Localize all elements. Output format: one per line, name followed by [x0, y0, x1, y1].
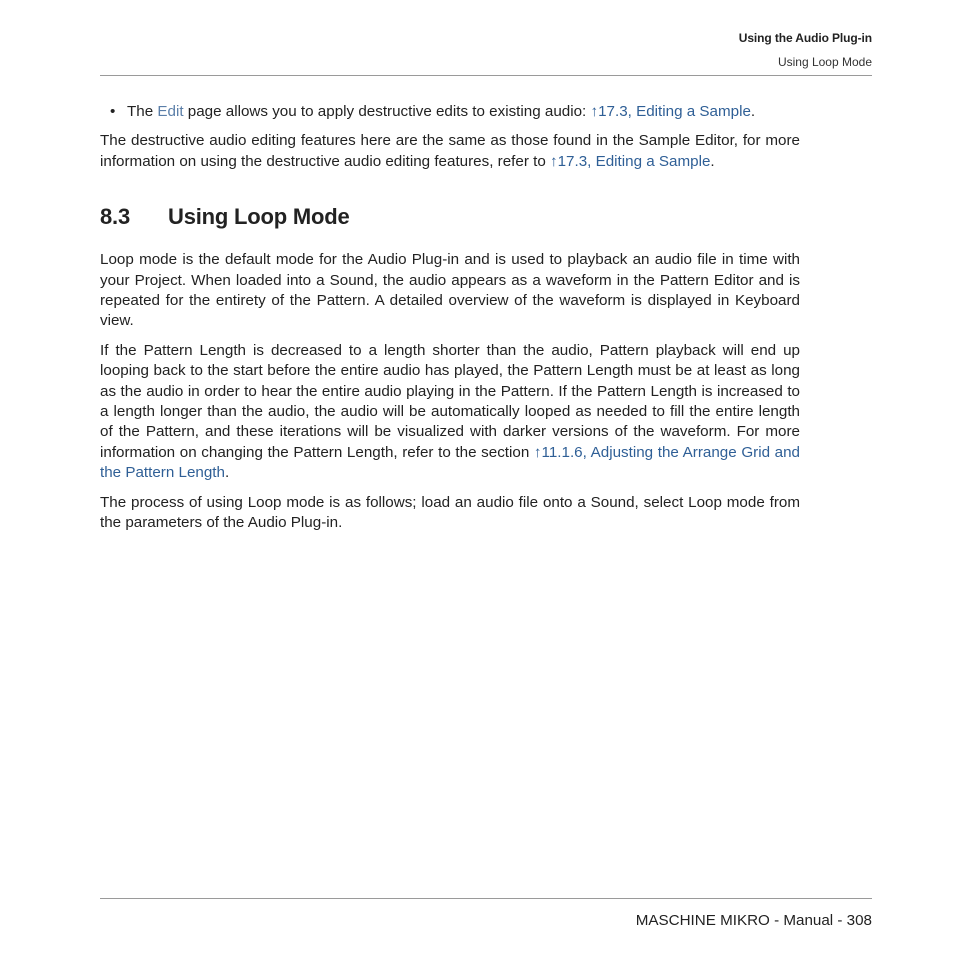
body-paragraph-2: [100, 341, 800, 484]
xref-link-editing-sample[interactable]: ↑17.3, Editing a Sample: [590, 103, 751, 120]
bullet-text-continued: page allows you to apply destructive edits to existing audio:: [183, 103, 591, 120]
footer-page-label: MASCHINE MIKRO - Manual - 308: [635, 912, 872, 929]
page-header: [100, 30, 872, 76]
page-footer: [100, 898, 872, 929]
header-section-title: Using Loop Mode: [777, 55, 872, 69]
intro-paragraph: [100, 131, 800, 172]
bullet-text: The: [127, 103, 158, 120]
section-number: 8.3: [100, 204, 130, 230]
bullet-item: [100, 102, 800, 122]
bullet-text-end: .: [750, 103, 756, 120]
bullet-marker: •: [110, 103, 116, 120]
paragraph-2-text: If the Pattern Length is decreased to a length shorter than the audio, Pattern playback will end up looping back to the start before the entire audio has played, the Pattern Length must be at least as long as the audio in order to hear the entire audio playing in the Pattern. If the Pattern Length is increased to a length longer than the audio, the audio will be automatically looped as needed to fill the entire length of the Pattern, and these iterations will be visualized with darker versions of the waveform. For more information on changing the Pattern Length, refer to the section: [100, 341, 800, 461]
intro-text-end: .: [710, 152, 715, 170]
xref-link-arrange-grid[interactable]: ↑11.1.6, Adjusting the Arrange Grid and the Pattern Length: [100, 443, 800, 482]
paragraph-2-end: .: [224, 464, 230, 482]
body-paragraph-1: Loop mode is the default mode for the Audio Plug-in and is used to playback an audio file in time with your Project. When loaded into a Sound, the audio appears as a waveform in the Pattern Editor and is repeated for the entirety of the Pattern. A detailed overview of the waveform is displayed in Keyboard view.: [100, 251, 800, 330]
xref-link-editing-sample-2[interactable]: ↑17.3, Editing a Sample: [549, 152, 711, 170]
page-content: [100, 102, 800, 543]
body-paragraph-3: The process of using Loop mode is as follows; load an audio file onto a Sound, select Loop mode from the parameters of the Audio Plug-in.: [100, 493, 800, 532]
intro-text: The destructive audio editing features here are the same as those found in the Sample Editor, for more information on using the destructive audio editing features, refer to: [100, 132, 800, 170]
ui-term-edit: Edit: [157, 103, 184, 120]
section-title: Using Loop Mode: [168, 204, 350, 230]
header-chapter-title: Using the Audio Plug-in: [738, 31, 872, 45]
section-heading: [100, 204, 800, 230]
